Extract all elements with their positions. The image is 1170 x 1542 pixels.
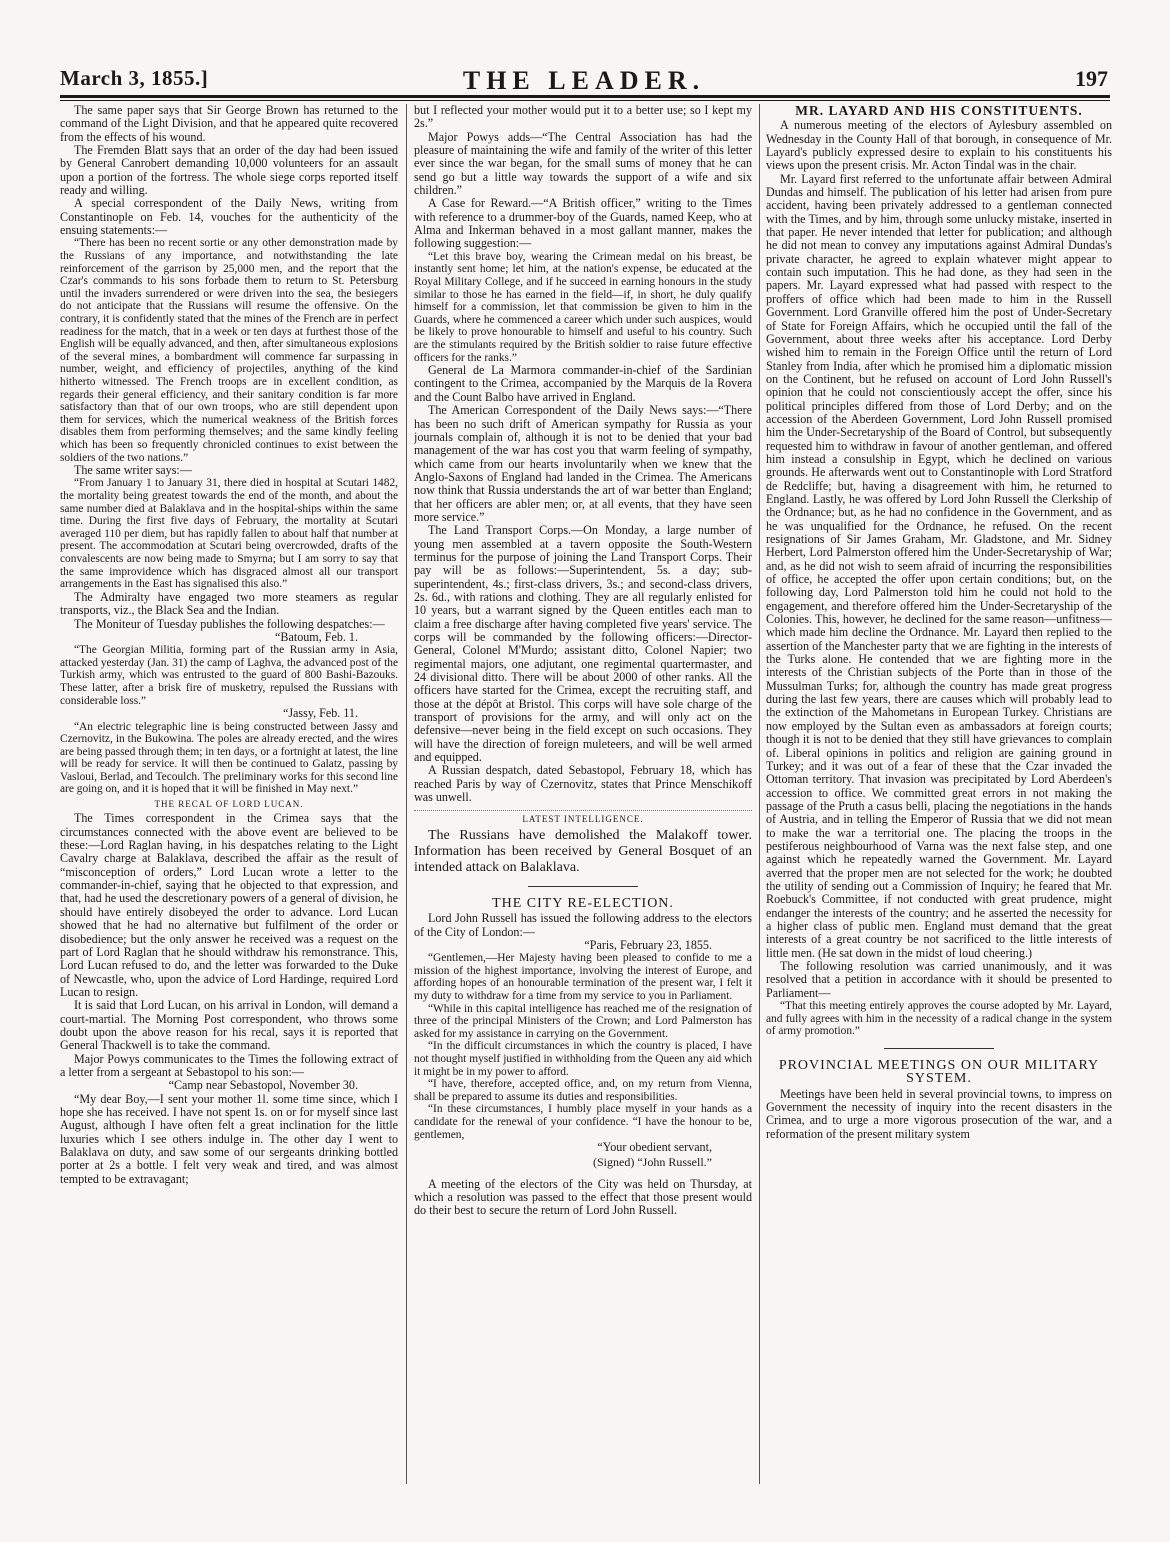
column-2 [414,104,752,1504]
masthead-date: March 3, 1855.] [60,66,209,90]
paragraph: The following resolution was carried unanimously, and it was resolved that a petition in accordance with it should be presented to Parliament— [766,959,1112,1000]
quoted-paragraph: “In the difficult circumstances in which the country is placed, I have not thought myself justified in withholding from the Queen any aid which it might be in my power to afford. [414,1040,752,1078]
paragraph: A numerous meeting of the electors of Aylesbury assembled on Wednesday in the County Hall of that borough, in consequence of Mr. Layard's publicly expressed desire to explain to his constituents his views upon the present crisis. Mr. Acton Tindal was in the chair. [766,118,1112,173]
quoted-paragraph: “An electric telegraphic line is being constructed between Jassy and Czernovitz, in the Bukowina. The poles are already erected, and the wires are being passed through them; in ten days, or a fortnight at latest, the line will be ready for service. It will then be continued to Galatz, passing by Vasloui, Berlad, and Tecoulch. The preliminary works for this second line are going on, and it is hoped that it will be finished in May next.” [60,720,398,796]
paragraph: The Times correspondent in the Crimea says that the circumstances connected with the above event are believed to be these:—Lord Raglan having, in his despatches relating to the Light Cavalry charge at Balaklava, described the affair as the result of “misconception of orders,” Lord Lucan wrote a letter to the commander-in-chief, saying that he objected to that expression, and that, had he used the descretionary powers of a general of division, he should have entirely disobeyed the order to advance. Lord Lucan showed that he had no alternative but fulfilment of the order or disobedience; but the only answer he received was a request on the part of Lord Raglan that he should withdraw his remonstrance. This, Lord Lucan refused to do, and the letter was forwarded to the Duke of Newcastle, who, upon the advice of Lord Hardinge, required Lord Lucan to resign. [60,811,398,999]
paragraph: The Land Transport Corps.—On Monday, a large number of young men assembled at a tavern opposite the South-Western terminus for the purpose of joining the Land Transport Corps. Their pay will be as follows:—Superintendent, 5s. a day; sub-superintendent, 4s.; first-class drivers, 3s.; and second-class drivers, 2s. 6d., with rations and clothing. They are all regularly enlisted for 10 years, but a warrant signed by the Queen entitles each man to claim a free discharge after having completed five years' service. The corps will be commanded by the following officers:—Director-General, Colonel M'Murdo; assistant ditto, Colonel Napier; two regimental majors, one adjutant, one regimental quartermaster, and 24 divisional ditto. There will be about 2000 of other ranks. All the officers have started for the Crimea, except the recruiting staff, and those at the dépôt at Bristol. This corps will have sole charge of the transport of provisions for the army, and will only act on the defensive—never being in the field except on such occasions. They will have the direction of foreign muleteers, and will be well armed and equipped. [414,523,752,765]
dateline: “Batoum, Feb. 1. [275,629,358,644]
masthead-title: THE LEADER. [462,66,706,95]
paragraph: “My dear Boy,—I sent your mother 1l. some time since, which I hope she has received. I have not spent 1s. on or for myself since last August, although I have often felt a great inclination for the little luxuries which I see others indulge in. The other day I went to Balaklava on duty, and saw some of our sergeants drinking bottled porter at 2s a bottle. I felt very weak and tired, and was almost tempted to be extravagant; [60,1091,398,1186]
paragraph: Meetings have been held in several provincial towns, to impress on Government the necessity of inquiry into the recent disasters in the Crimea, and to urge a more vigorous prosecution of the war, and a reformation of the present military system [766,1086,1112,1141]
paragraph: Major Powys communicates to the Times the following extract of a letter from a sergeant at Sebastopol to his son:— [60,1051,398,1079]
paragraph: The same paper says that Sir George Brown has returned to the command of the Light Division, and that he appeared quite recovered from the effects of his wound. [60,104,398,144]
quoted-paragraph: “There has been no recent sortie or any other demonstration made by the Russians of any importance, and notwithstanding the late reinforcement of the garrison by 25,000 men, and the report that the Czar's commands to his sons forbade them to return to St. Petersburg until the invaders surrendered or were driven into the sea, the besiegers do not anticipate that the Russians will resume the offensive. On the contrary, it is confidently stated that the mines of the French are in perfect readiness for the match, that in a week or ten days at furthest those of the English will be equally advanced, and then, after simultaneous explosions of the several mines, a bombardment will commence far surpassing in number, weight, and efficiency of projectiles, anything of the kind hitherto witnessed. The French troops are in excellent condition, as regards their general efficiency, and their sanitary condition is far more satisfactory than that of our own troops, who are still dependent upon them for services, which the numerical weakness of the British forces disables them from performing themselves; and the same kindly feeling which has been so frequently chronicled continues to exist between the soldiers of the two nations.” [60,237,398,464]
section-heading: THE RECAL OF LORD LUCAN. [154,799,304,810]
column-3 [766,104,1112,1504]
section-heading: LATEST INTELLIGENCE. [522,814,644,825]
article-heading: THE CITY RE-ELECTION. [492,895,674,911]
quoted-paragraph: “From January 1 to January 31, there died in hospital at Scutari 1482, the mortality being greatest towards the end of the month, and about the same number died at Balaklava and in the hospital-ships within the same time. During the first five days of February, the mortality at Scutari averaged 110 per diem, but has rapidly fallen to about half that number at present. The accommodation at Scutari being overcrowded, drafts of the convalescents are now being made to Smyrna; but I am sorry to say that the same improvidence which has disgraced almost all our transport arrangements in the East has signalised this also.” [60,477,398,591]
paragraph: The same writer says:— [74,463,192,478]
signature: (Signed) “John Russell.” [593,1155,712,1170]
quoted-paragraph: “I have, therefore, accepted office, and, on my return from Vienna, shall be prepared to assume its duties and responsibilities. [414,1078,752,1103]
paragraph: Mr. Layard first referred to the unfortunate affair between Admiral Dundas and himself. The publication of his letter had arisen from pure accident, having been privately addressed to a gentleman connected with the Times, and by him, through some unlucky mistake, inserted in that paper. He never intended that letter for publication; and although he did not mean to convey any imputations against Admiral Dundas's private character, he agreed to explain whatever might appear to contain such imputation. This he had done, as they had seen in the papers. Mr. Layard expressed what had passed with respect to the proffers of office which had been made to him in the Russell Government. Lord Granville offered him the post of Under-Secretary of State for Foreign Affairs, which he occupied until the fall of the Government, about three weeks after his acceptance. Lord Derby wished him to remain in the Foreign Office until the return of Lord Stanley from India, after which he promised him a diplomatic mission on the Continent, but he refused on account of Lord John Russell's opinion that he could not conscientiously accept the offer, since his political principles differed from those of Lord Derby; and on the accession of the Aberdeen Government, Lord John Russell promised him the Under-Secretaryship of the Board of Control, but subsequently requested him to withdraw in favour of another gentleman, and offered him instead a consulship in Egypt, which he declined on various grounds. He afterwards went out to Constantinople with Lord Stratford de Redcliffe; but, having a disagreement with him, he returned to England. Lastly, he was offered by Lord John Russell the Clerkship of the Ordnance; but, as he had no confidence in the Government, and as he was unqualified for the Ordnance, he refused. On the recent resignations of Sir James Graham, Mr. Gladstone, and Mr. Sidney Herbert, Lord Palmerston offered him the Under-Secretaryship of War; and, as he did not wish to seem afraid of incurring the responsibilities of office, he accepted the offer upon certain conditions; but, on the following day, Lord Palmerston told him he could not hold to the engagement, and therefore offered him the Under-Secretaryship of the Colonies. This, however, he declined for the same reason—unfitness—which made him decline the Ordnance. Mr. Layard then replied to the assertion of the Manchester party that we are fighting in the interests of the Turks alone. He contended that we are fighting more in the interests of the Christian subjects of the Porte than in those of the Mussulman Turks; for, although the country has made great progress during the last few years, there are causes which will probably lead to the extinction of the Mahometans in European Turkey. Christians are now employed by the Sultan even as ambassadors at foreign courts; though it is not to be denied that they still have grievances to complain of. Liberal opinions in politics and religion are gaining ground in Turkey; and it was out of a fear of these that the Czar invaded the Ottoman territory. That invasion was precipitated by Lord Aberdeen's accession to office. We committed great errors in not making the passage of the Pruth a casus belli, placing the negotiations in the hands of Austria, and in telling the Emperor of Russia that we did not mean to make the war a territorial one. The placing the troops in the pestiferous neighbourhood of Varna was the next false step, and one against which he repeatedly warned the Government. Mr. Layard averred that the proper men are not selected for the work; he doubted the utility of sending out a Commission of Inquiry; he feared that Mr. Roebuck's Committee, if not conducted with great prudence, might endanger the interests of the country; and he asserted the necessity for a higher class of public men. England must demand that the great interests of a great country be not sacrificed to the little interests of little men. (He sat down in the midst of loud cheering.) [766,171,1112,960]
paragraph: A Russian despatch, dated Sebastopol, February 18, which has reached Paris by way of Czernovitz, states that Prince Menschikoff was unwell. [414,763,752,805]
paragraph: Major Powys adds—“The Central Association has had the pleasure of maintaining the wife and family of the writer of this letter ever since the war began, for the small sums of money that he can send go but a little way towards the support of a wife and six children.” [414,129,752,198]
masthead [60,66,1108,95]
dateline: “Camp near Sebastopol, November 30. [168,1078,358,1093]
paragraph: A meeting of the electors of the City was held on Thursday, at which a resolution was passed to the effect that those present would do their best to secure the return of Lord John Russell. [414,1176,752,1218]
paragraph: The Admiralty have engaged two more steamers as regular transports, viz., the Black Sea and the Indian. [60,589,398,618]
column-1 [60,104,398,1504]
paragraph: Lord John Russell has issued the following address to the electors of the City of London:— [414,911,752,939]
page-number: 197 [1075,66,1108,91]
divider [884,1048,994,1049]
quoted-paragraph: “That this meeting entirely approves the course adopted by Mr. Layard, and fully agrees with him in the necessity of a radical change in the system of army promotion.” [766,1000,1112,1038]
masthead-rule-thin [60,100,1110,101]
paragraph: The American Correspondent of the Daily News says:—“There has been no such drift of American sympathy for Russia as your journals complain of, although it is not to be denied that your bad management of the war has cost you that warm feeling of sympathy, which came from our hearts involuntarily when we knew that the Anglo-Saxons of England had landed in the Crimea. The Americans now think that Russia understands the art of war better than England; that her officers are abler men; or, at all events, that they have seen more service.” [414,403,752,524]
quoted-paragraph: “In these circumstances, I humbly place myself in your hands as a candidate for the renewal of your confidence. “I have the honour to be, gentlemen, [414,1103,752,1141]
paragraph: The Moniteur of Tuesday publishes the following despatches:— [74,616,385,631]
quoted-paragraph: “Let this brave boy, wearing the Crimean medal on his breast, be instantly sent home; let him, at the nation's expense, be educated at the Royal Military College, and if he succeed in earning honours in the study similar to those he has earned in the field—if, in short, he duly qualify himself for a commission, let that commission be given to him in the Guards, where he commenced a career which under such auspices, would be likely to prove honourable to himself and useful to his country. Such are the stimulants required by the British soldier to raise future effective officers for the ranks.” [414,250,752,364]
paragraph: but I reflected your mother would put it to a better use; so I kept my 2s.” [414,104,752,131]
dateline: “Paris, February 23, 1855. [584,937,712,952]
divider [414,810,752,811]
quoted-paragraph: “Gentlemen,—Her Majesty having been pleased to confide to me a mission of the highest importance, involving the interest of Europe, and affording hopes of an honourable termination of the present war, I felt it my duty to withdraw for a time from my service to you in Parliament. [414,952,752,1002]
signature-line: “Your obedient servant, [597,1140,712,1155]
paragraph: A Case for Reward.—“A British officer,” writing to the Times with reference to a drummer-boy of the Guards, named Keep, who at Alma and Inkerman behaved in a most gallant manner, makes the following suggestion:— [414,196,752,251]
quoted-paragraph: “The Georgian Militia, forming part of the Russian army in Asia, attacked yesterday (Jan. 31) the camp of Laghva, the advanced post of the Turkish army, which was entrusted to the guard of 800 Bashi-Bazouks. These latter, after a brisk fire of musketry, repulsed the Russians with considerable loss.” [60,644,398,707]
article-heading: MR. LAYARD AND HIS CONSTITUENTS. [795,104,1083,118]
column-divider [759,104,760,1484]
dateline: “Jassy, Feb. 11. [282,706,358,721]
paragraph: General de La Marmora commander-in-chief of the Sardinian contingent to the Crimea, accompanied by the Marquis de la Rovera and the Count Balbo have arrived in England. [414,363,752,404]
paragraph: A special correspondent of the Daily News, writing from Constantinople on Feb. 14, vouches for the authenticity of the ensuing statements:— [60,196,398,238]
quoted-paragraph: “While in this capital intelligence has reached me of the resignation of three of the principal Ministers of the Crown; and Lord Palmerston has asked for my assistance in carrying on the Government. [414,1002,752,1040]
masthead-rule [60,95,1110,98]
divider [528,886,638,887]
paragraph: The Fremden Blatt says that an order of the day had been issued by General Canrobert demanding 10,000 volunteers for an assault upon a portion of the fortress. The whole siege corps reported itself ready and willing. [60,143,398,198]
latest-intelligence: The Russians have demolished the Malakoff tower. Information has been received by General Bosquet of an intended attack on Balaklava. [414,827,752,875]
article-heading: PROVINCIAL MEETINGS ON OUR MILITARY SYSTEM. [778,1057,1100,1087]
paragraph: It is said that Lord Lucan, on his arrival in London, will demand a court-martial. The Morning Post correspondent, who throws some doubt upon the above reason for his recal, says it is reported that General Thackwell is to take the command. [60,998,398,1053]
column-divider [406,104,407,1484]
